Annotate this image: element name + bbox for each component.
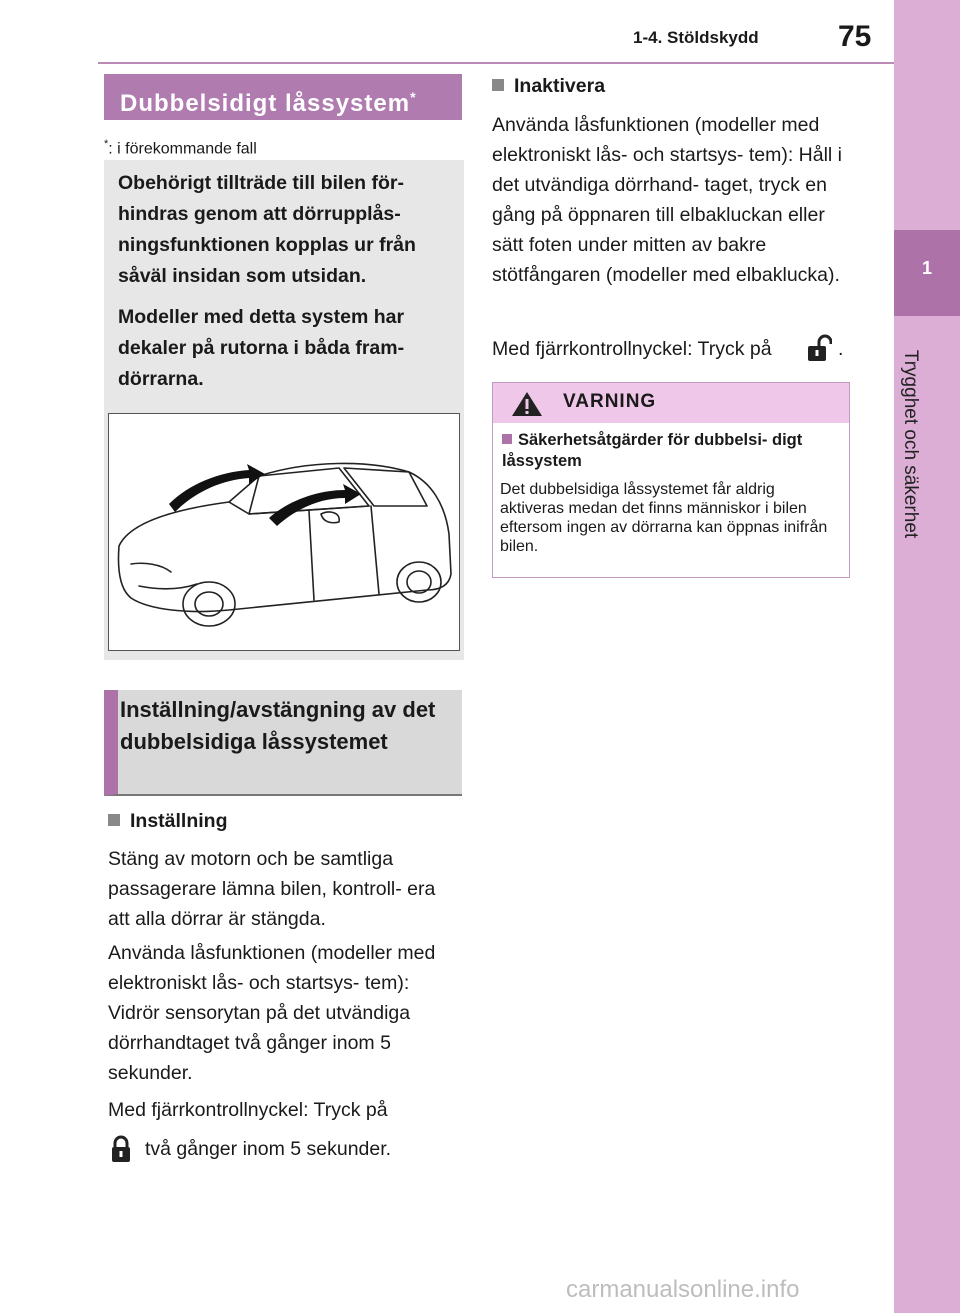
- warning-subheading: [502, 430, 842, 472]
- footnote-text: : i förekommande fall: [108, 140, 257, 158]
- warning-header: [493, 383, 849, 423]
- warning-triangle-icon: [510, 390, 544, 418]
- section-header: 1-4. Stöldskydd: [633, 28, 759, 47]
- setting-heading: [108, 810, 228, 833]
- bullet-square: [502, 434, 512, 444]
- footnote-marker: *: [104, 138, 109, 150]
- footnote: [104, 138, 257, 158]
- subsection-title: Inställning/avstängning av det dubbelsidiga låssystemet: [120, 697, 436, 754]
- deactivate-heading: [492, 75, 605, 98]
- section-title-marker: *: [410, 89, 417, 105]
- bullet-square: [492, 79, 504, 91]
- unlock-icon: [806, 334, 832, 362]
- chapter-title: Trygghet och säkerhet: [900, 349, 921, 539]
- bullet-square: [108, 814, 120, 826]
- setting-step-2: Använda låsfunktionen (modeller med elektroniskt lås- och startsys- tem): Vidrör sensorytan på det utvändiga dörrhandtaget två gånger inom 5 sekunder.: [108, 942, 436, 1084]
- deactivate-heading-text: Inaktivera: [514, 75, 606, 97]
- lock-icon: [110, 1135, 132, 1163]
- section-title: [104, 74, 462, 120]
- setting-step-3-cont: två gånger inom 5 sekunder.: [145, 1138, 392, 1160]
- intro-paragraph-1: Obehörigt tillträde till bilen för- hindras genom att dörrupplås- ningsfunktionen kopplas ur från såväl insidan som utsidan.: [118, 172, 416, 287]
- deactivate-step-2: Med fjärrkontrollnyckel: Tryck på: [492, 338, 772, 360]
- setting-heading-text: Inställning: [130, 810, 228, 832]
- warning-text: Det dubbelsidiga låssystemet får aldrig aktiveras medan det finns människor i bilen eftersom ingen av dörrarna kan öppnas inifrån bilen.: [500, 481, 828, 555]
- section-title-text: Dubbelsidigt låssystem: [120, 90, 411, 117]
- car-figure: [108, 413, 460, 651]
- setting-step-1: Stäng av motorn och be samtliga passagerare lämna bilen, kontroll- era att alla dörrar är stängda.: [108, 848, 436, 930]
- intro-paragraph-2: Modeller med detta system har dekaler på rutorna i båda fram- dörrarna.: [118, 306, 405, 390]
- header-rule: [98, 62, 894, 64]
- warning-subheading-text: Säkerhetsåtgärder för dubbelsi- digt låssystem: [502, 431, 803, 470]
- page-number: 75: [838, 20, 872, 53]
- car-illustration-icon: [109, 414, 459, 650]
- deactivate-step-2-end: .: [838, 338, 844, 360]
- setting-step-3: Med fjärrkontrollnyckel: Tryck på: [108, 1099, 388, 1121]
- watermark: carmanualsonline.info: [566, 1276, 800, 1303]
- warning-title: VARNING: [563, 391, 657, 412]
- side-tab-strip: [894, 0, 960, 1313]
- chapter-number: 1: [921, 258, 932, 278]
- deactivate-step-1: Använda låsfunktionen (modeller med elektroniskt lås- och startsys- tem): Håll i det utvändiga dörrhand- taget, tryck en gång på öppnaren till elbakluckan eller sätt foten under mitten av bakre stötfångaren (modeller med elbaklucka).: [492, 114, 843, 286]
